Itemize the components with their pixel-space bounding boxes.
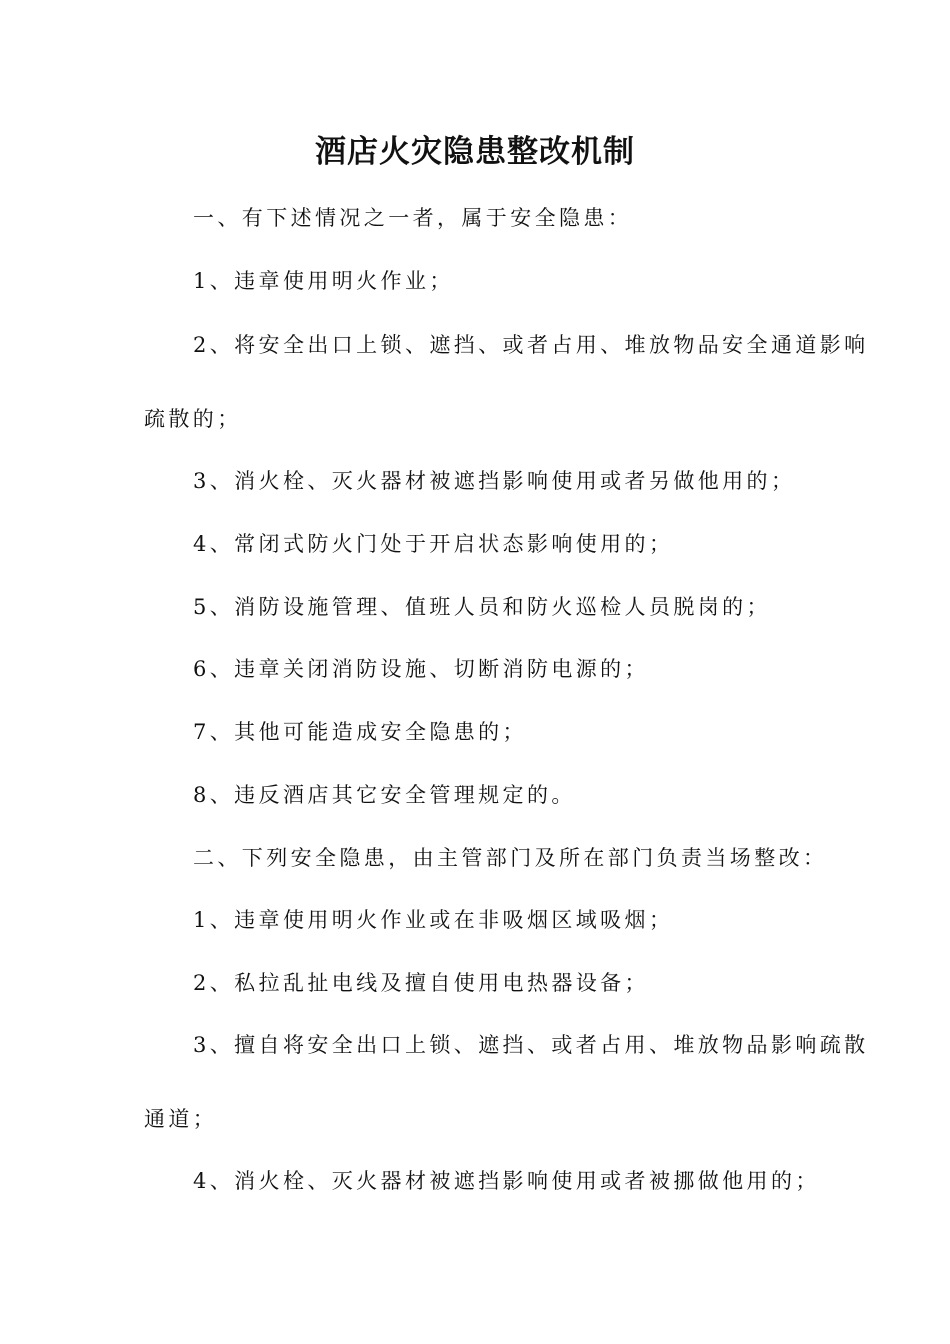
- section-heading: 一、有下述情况之一者，属于安全隐患：: [193, 206, 633, 230]
- section-heading: 二、下列安全隐患，由主管部门及所在部门负责当场整改：: [193, 846, 828, 870]
- paragraph-line: 2、私拉乱扯电线及擅自使用电热器设备；: [193, 971, 649, 995]
- document-title: 酒店火灾隐患整改机制: [315, 134, 635, 170]
- paragraph-line: 7、其他可能造成安全隐患的；: [193, 720, 527, 744]
- paragraph-line: 5、消防设施管理、值班人员和防火巡检人员脱岗的；: [193, 595, 771, 619]
- paragraph-line: 1、违章使用明火作业或在非吸烟区域吸烟；: [193, 908, 674, 932]
- paragraph-line: 6、违章关闭消防设施、切断消防电源的；: [193, 657, 649, 681]
- paragraph-line: 4、消火栓、灭火器材被遮挡影响使用或者被挪做他用的；: [193, 1169, 820, 1193]
- paragraph-line: 1、违章使用明火作业；: [193, 269, 454, 293]
- paragraph-line: 3、擅自将安全出口上锁、遮挡、或者占用、堆放物品影响疏散: [193, 1033, 869, 1057]
- paragraph-line: 4、常闭式防火门处于开启状态影响使用的；: [193, 532, 674, 556]
- paragraph-line-continuation: 通道；: [144, 1107, 218, 1131]
- paragraph-line: 3、消火栓、灭火器材被遮挡影响使用或者另做他用的；: [193, 469, 796, 493]
- paragraph-line: 2、将安全出口上锁、遮挡、或者占用、堆放物品安全通道影响: [193, 333, 869, 357]
- paragraph-line-continuation: 疏散的；: [144, 407, 242, 431]
- paragraph-line: 8、违反酒店其它安全管理规定的。: [193, 783, 576, 807]
